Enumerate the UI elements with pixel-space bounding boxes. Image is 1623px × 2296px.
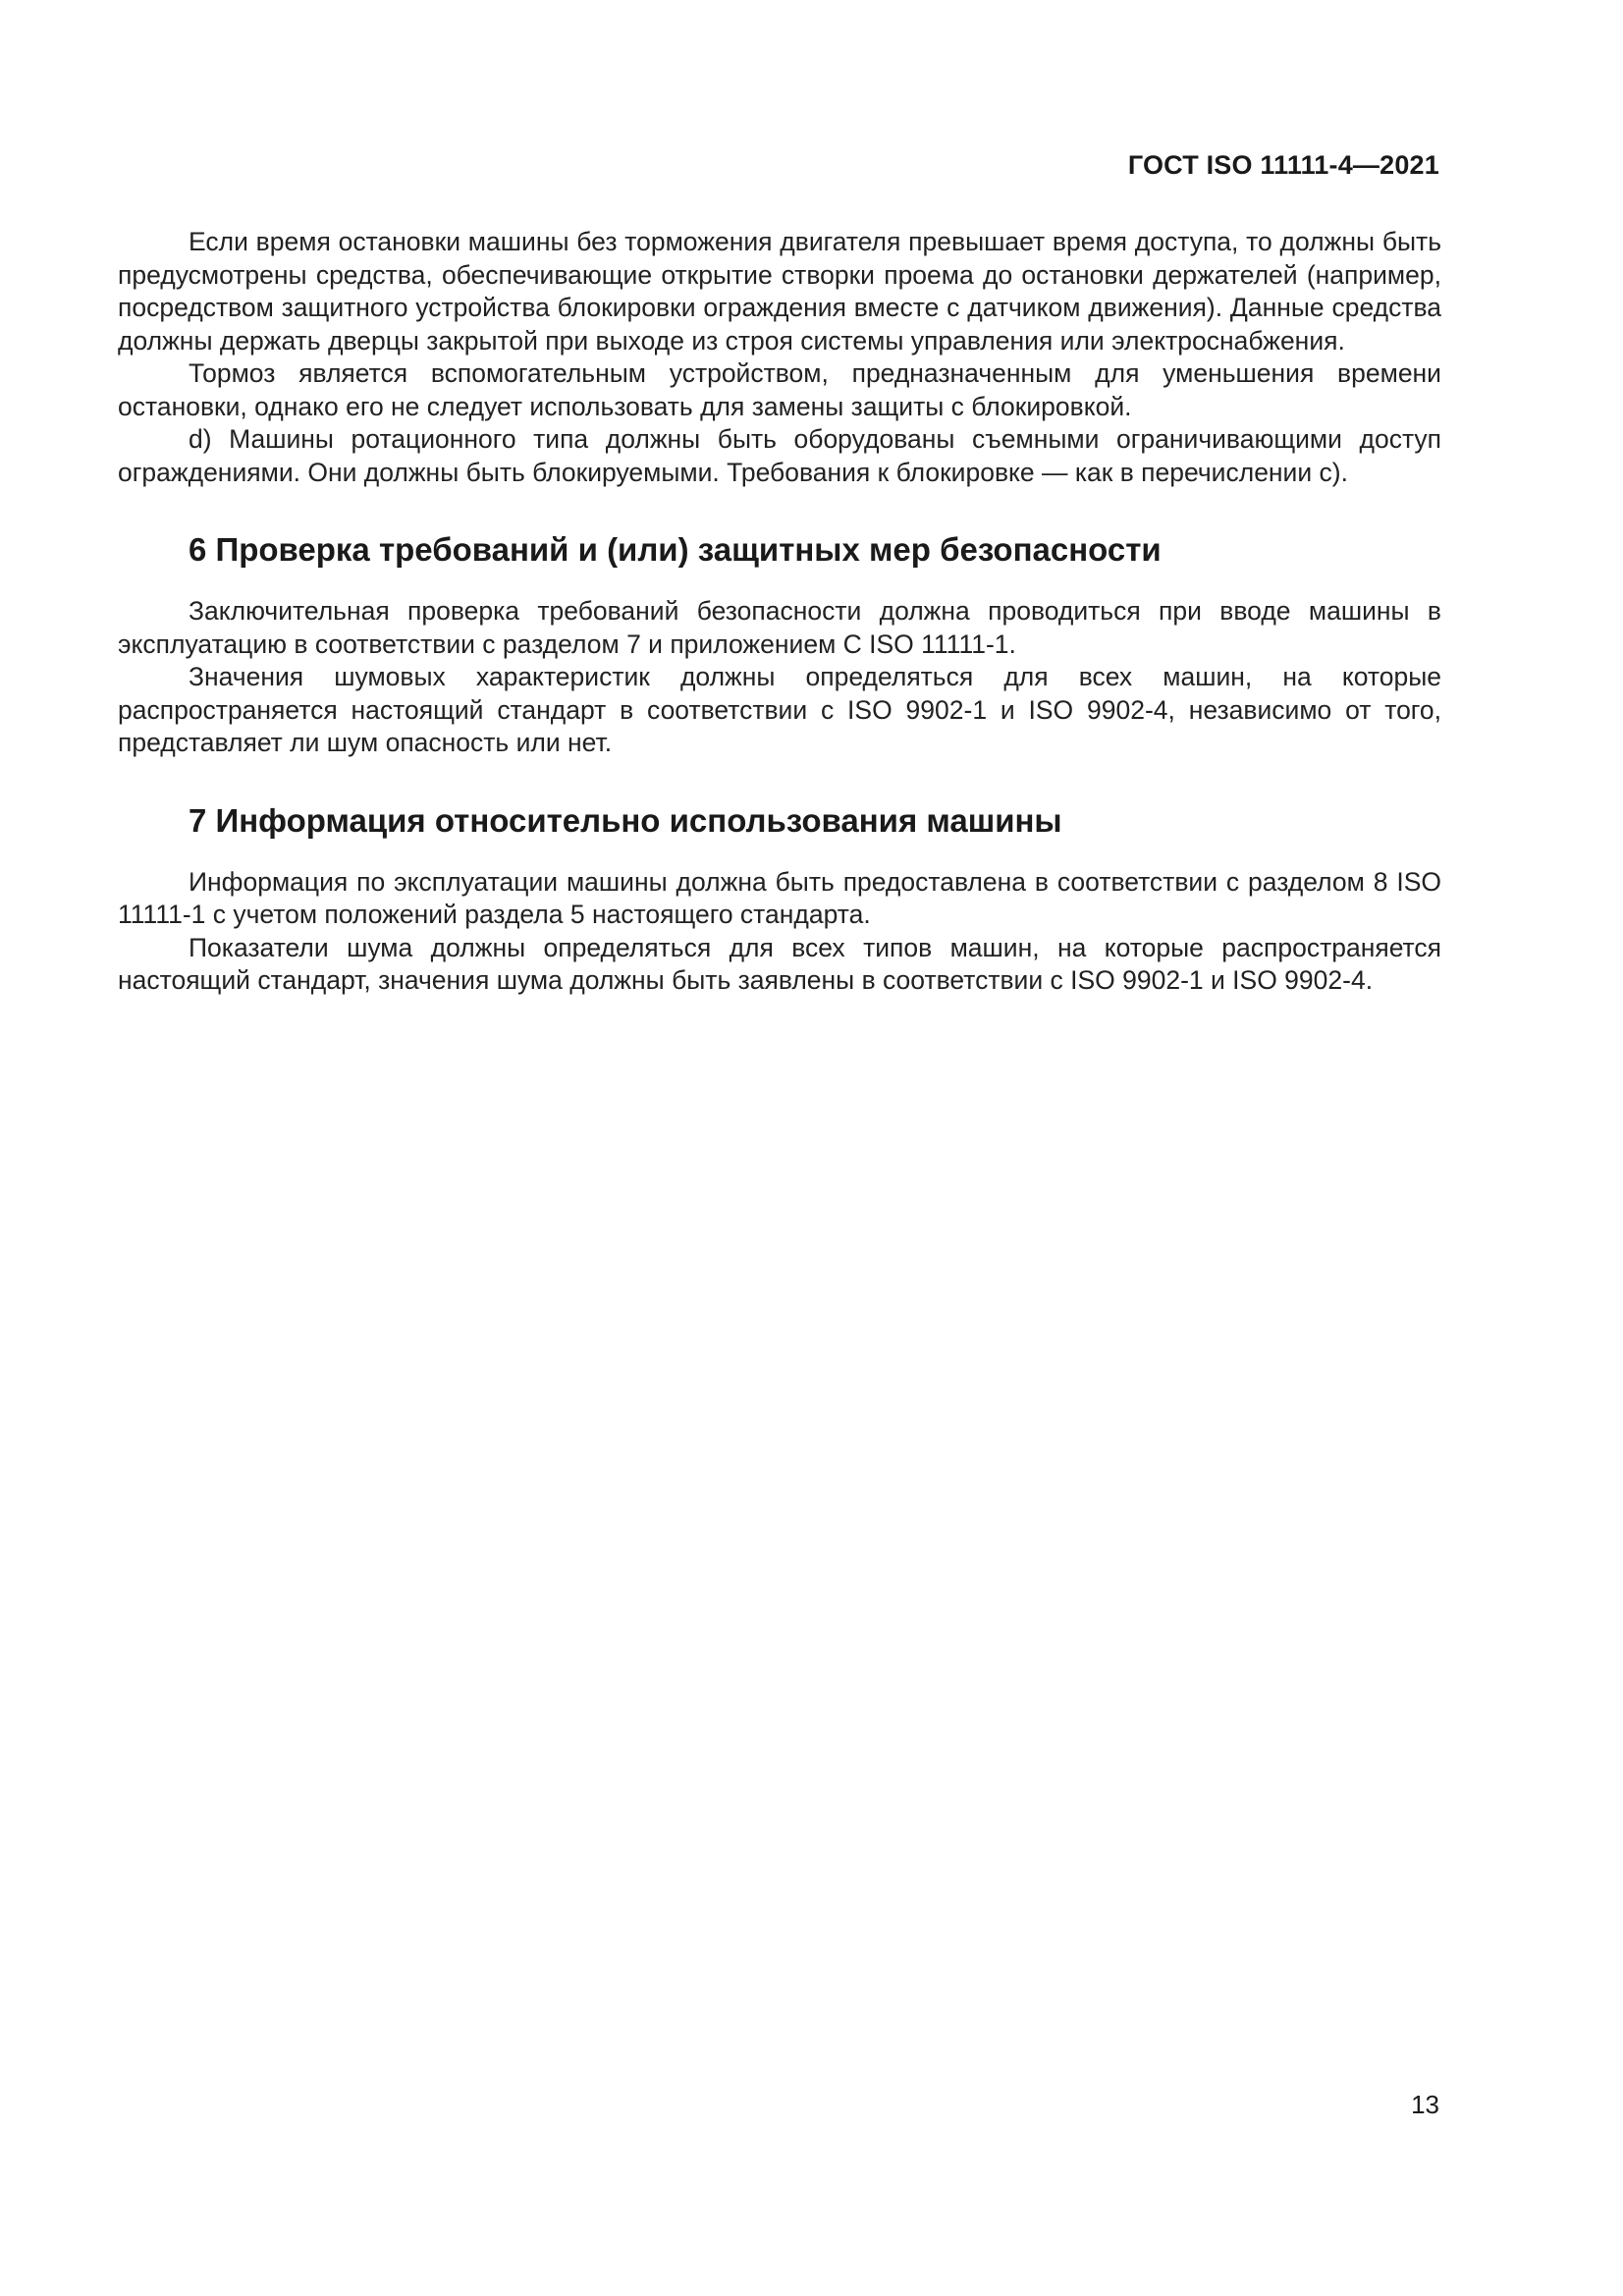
section-6-paragraph: Заключительная проверка требований безопасности должна проводиться при вводе машины в эксплуатацию в соответствии с разделом 7 и приложением С ISO 11111-1. — [118, 596, 1441, 659]
section-6-paragraph: Значения шумовых характеристик должны определяться для всех машин, на которые распространяется настоящий стандарт в соответствии с ISO 9902-1 и ISO 9902-4, независимо от того, представляет ли шум опасность или нет. — [118, 662, 1441, 757]
section-7-paragraph: Информация по эксплуатации машины должна быть предоставлена в соответствии с разделом 8 ISO 11111-1 с учетом положений раздела 5 настоящего стандарта. — [118, 866, 1441, 929]
document-body — [118, 226, 1441, 998]
section-7-heading: 7 Информация относительно использования машины — [189, 801, 1062, 839]
intro-paragraph: Если время остановки машины без торможения двигателя превышает время доступа, то должны быть предусмотрены средства, обеспечивающие открытие створки проема до остановки держателей (например, посредством защитного устройства блокировки ограждения вместе с датчиком движения). Данные средства должны держать дверцы закрытой при выходе из строя системы управления или электроснабжения. — [118, 227, 1441, 355]
intro-paragraph: Тормоз является вспомогательным устройством, предназначенным для уменьшения времени остановки, однако его не следует использовать для замены защиты с блокировкой. — [118, 358, 1441, 421]
section-6-heading: 6 Проверка требований и (или) защитных мер безопасности — [189, 531, 1162, 568]
page-number: 13 — [1411, 2090, 1439, 2119]
section-7-paragraph: Показатели шума должны определяться для всех типов машин, на которые распространяется настоящий стандарт, значения шума должны быть заявлены в соответствии с ISO 9902-1 и ISO 9902-4. — [118, 932, 1441, 995]
intro-paragraph: d) Машины ротационного типа должны быть оборудованы съемными ограничивающими доступ ограждениями. Они должны быть блокируемыми. Требования к блокировке — как в перечислении с). — [118, 424, 1441, 487]
document-code-header: ГОСТ ISO 11111-4—2021 — [1127, 150, 1439, 180]
